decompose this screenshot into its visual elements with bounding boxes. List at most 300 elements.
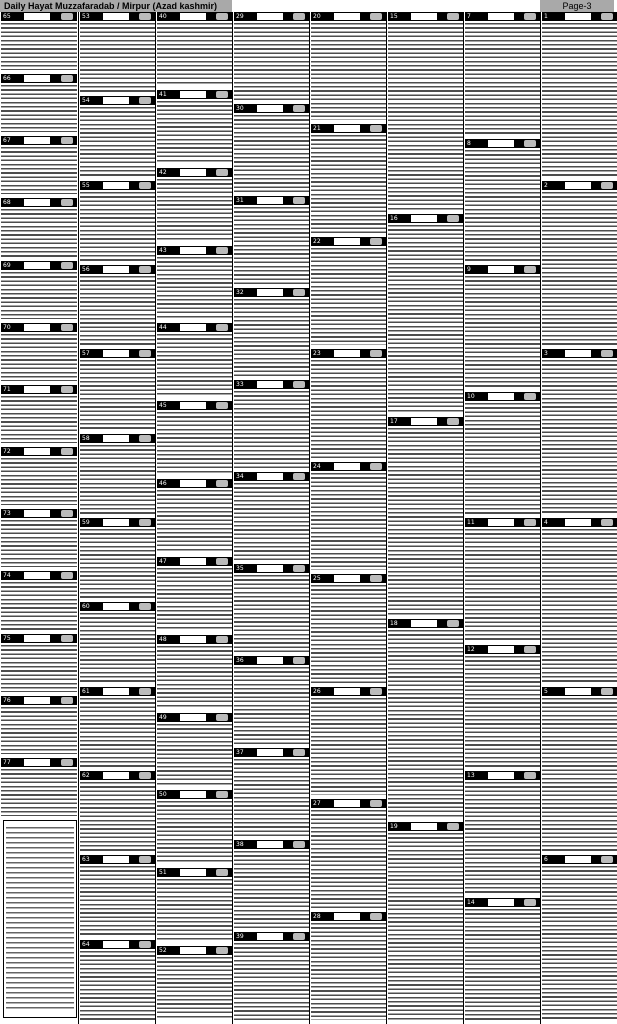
ad-number: 67 <box>3 137 11 145</box>
ad-header <box>311 687 386 696</box>
ad-body-text <box>234 207 309 284</box>
ad-block <box>311 349 386 459</box>
header-slot <box>257 657 283 664</box>
header-slot <box>257 105 283 112</box>
ad-header <box>1 136 77 145</box>
ad-header <box>1 385 77 394</box>
ad-body-text <box>80 276 155 345</box>
ad-number: 28 <box>313 912 321 920</box>
ad-block <box>465 898 540 1023</box>
header-emblem-icon <box>447 418 459 425</box>
header-emblem-icon <box>61 572 73 579</box>
ad-block <box>1 12 77 72</box>
header-emblem-icon <box>447 823 459 830</box>
ad-number: 39 <box>236 933 244 940</box>
ad-body-text <box>157 646 232 709</box>
header-slot <box>180 324 206 331</box>
ad-number: 57 <box>82 350 90 358</box>
header-emblem-icon <box>601 688 613 695</box>
ad-header <box>1 634 77 643</box>
header-emblem-icon <box>447 13 459 20</box>
ad-block <box>80 940 155 1022</box>
header-slot <box>411 13 437 20</box>
header-slot <box>180 869 206 876</box>
column-6 <box>386 12 464 1024</box>
ad-header <box>80 771 155 780</box>
ad-header <box>465 898 540 907</box>
header-slot <box>257 841 283 848</box>
header-emblem-icon <box>216 324 228 331</box>
header-slot <box>103 13 129 20</box>
ad-body-text <box>1 396 77 443</box>
header-slot <box>180 558 206 565</box>
header-emblem-icon <box>216 791 228 798</box>
ad-body-text <box>1 23 77 70</box>
header-emblem-icon <box>216 714 228 721</box>
ad-header <box>1 447 77 456</box>
header-emblem-icon <box>293 933 305 940</box>
ad-number: 16 <box>390 215 398 223</box>
column-2 <box>78 12 156 1024</box>
ad-block <box>234 932 309 1022</box>
ad-number: 37 <box>236 749 244 756</box>
header-slot <box>103 435 129 442</box>
ad-body-text <box>1 582 77 629</box>
header-emblem-icon <box>216 91 228 98</box>
ad-block <box>80 518 155 600</box>
ad-header <box>234 564 309 573</box>
header-emblem-icon <box>524 140 536 147</box>
ad-header <box>311 912 386 921</box>
ad-body-text <box>157 23 232 86</box>
header-emblem-icon <box>293 473 305 480</box>
ad-body-text <box>234 575 309 652</box>
header-slot <box>488 140 514 147</box>
ad-header <box>157 401 232 410</box>
ad-header <box>80 265 155 274</box>
ad-block <box>1 136 77 196</box>
ad-block <box>1 758 77 818</box>
ad-number: 66 <box>3 75 11 83</box>
header-emblem-icon <box>293 105 305 112</box>
header-emblem-icon <box>61 13 73 20</box>
ad-header <box>388 12 463 21</box>
ad-header <box>234 380 309 389</box>
ad-number: 52 <box>159 947 167 955</box>
ad-body-text <box>1 272 77 319</box>
header-slot <box>257 473 283 480</box>
ad-header <box>465 392 540 401</box>
ad-header <box>542 687 617 696</box>
ad-number: 25 <box>313 575 321 583</box>
ad-block <box>311 237 386 347</box>
header-slot <box>180 480 206 487</box>
ad-header <box>388 417 463 426</box>
ad-block <box>234 564 309 654</box>
header-slot <box>411 823 437 830</box>
header-slot <box>103 772 129 779</box>
ad-number: 73 <box>3 510 11 518</box>
header-slot <box>334 575 360 582</box>
header-slot <box>103 519 129 526</box>
ad-number: 15 <box>390 13 398 20</box>
column-3 <box>155 12 233 1024</box>
header-slot <box>334 913 360 920</box>
ad-header <box>157 90 232 99</box>
ad-number: 20 <box>313 13 321 20</box>
ad-block <box>157 168 232 244</box>
ad-block <box>1 261 77 321</box>
header-emblem-icon <box>601 182 613 189</box>
ad-number: 76 <box>3 696 11 704</box>
ad-body-text <box>157 957 232 1020</box>
header-slot <box>565 350 591 357</box>
ad-header <box>311 12 386 21</box>
column-5 <box>309 12 387 1024</box>
ad-number: 24 <box>313 462 321 470</box>
ad-body-text <box>157 490 232 553</box>
header-slot <box>24 75 51 82</box>
ad-block <box>234 748 309 838</box>
header-emblem-icon <box>524 519 536 526</box>
ad-block <box>234 12 309 102</box>
header-slot <box>180 947 206 954</box>
header-emblem-icon <box>216 480 228 487</box>
ad-number: 19 <box>390 822 398 830</box>
ad-number: 46 <box>159 480 167 488</box>
ad-header <box>311 349 386 358</box>
header-emblem-icon <box>370 913 382 920</box>
ad-body-text <box>234 759 309 836</box>
ad-number: 62 <box>82 772 90 779</box>
ad-block <box>1 571 77 631</box>
ad-number: 74 <box>3 572 11 580</box>
ad-body-text <box>80 529 155 598</box>
ad-block <box>234 288 309 378</box>
header-emblem-icon <box>293 13 305 20</box>
ad-number: 11 <box>467 519 475 526</box>
ad-block <box>388 822 463 1022</box>
ad-block <box>1 323 77 383</box>
header-emblem-icon <box>61 510 73 517</box>
header-slot <box>488 772 514 779</box>
ad-body-text <box>542 866 617 1020</box>
header-emblem-icon <box>61 199 73 206</box>
ad-header <box>465 139 540 148</box>
header-slot <box>565 856 591 863</box>
header-slot <box>24 635 51 642</box>
header-slot <box>488 13 514 20</box>
ad-block <box>542 855 617 1022</box>
header-emblem-icon <box>370 238 382 245</box>
ad-header <box>234 196 309 205</box>
ad-number: 1 <box>544 13 548 20</box>
ad-number: 61 <box>82 687 90 695</box>
header-slot <box>24 697 51 704</box>
ad-number: 70 <box>3 323 11 331</box>
ad-header <box>388 214 463 223</box>
header-slot <box>257 13 283 20</box>
ad-block <box>80 855 155 937</box>
ad-header <box>80 349 155 358</box>
ad-block <box>234 656 309 746</box>
ad-block <box>465 265 540 390</box>
ad-number: 3 <box>544 350 548 358</box>
ad-block <box>542 687 617 854</box>
ad-block <box>157 479 232 555</box>
header-emblem-icon <box>139 941 151 948</box>
ad-body-text <box>1 520 77 567</box>
ad-block <box>80 349 155 431</box>
ad-number: 29 <box>236 13 244 20</box>
ad-number: 5 <box>544 687 548 695</box>
ad-block <box>465 518 540 643</box>
ad-header <box>157 479 232 488</box>
ad-body-text <box>311 248 386 345</box>
ad-body-text <box>542 360 617 514</box>
header-slot <box>488 899 514 906</box>
ad-header <box>388 619 463 628</box>
ad-body-text <box>80 866 155 935</box>
ad-number: 56 <box>82 266 90 273</box>
ad-body-text <box>465 276 540 388</box>
ad-block <box>465 771 540 896</box>
ad-block <box>1 634 77 694</box>
ad-block <box>1 509 77 569</box>
header-emblem-icon <box>61 697 73 704</box>
ad-body-text <box>388 23 463 210</box>
ad-number: 30 <box>236 105 244 112</box>
ad-header <box>157 713 232 722</box>
ad-number: 41 <box>159 90 167 98</box>
header-emblem-icon <box>293 841 305 848</box>
ad-header <box>157 946 232 955</box>
header-emblem-icon <box>370 13 382 20</box>
ad-header <box>311 462 386 471</box>
page-number: Page-3 <box>540 0 614 12</box>
ad-body-text <box>234 115 309 192</box>
ad-number: 13 <box>467 772 475 779</box>
header-slot <box>257 381 283 388</box>
ad-header <box>157 868 232 877</box>
ad-number: 43 <box>159 246 167 254</box>
header-slot <box>103 603 129 610</box>
ad-header <box>80 434 155 443</box>
ad-number: 65 <box>3 13 11 20</box>
ad-header <box>1 571 77 580</box>
ad-block <box>311 912 386 1022</box>
ad-number: 71 <box>3 385 11 393</box>
ad-body-text <box>1 645 77 692</box>
header-slot <box>103 182 129 189</box>
ad-body-text <box>234 667 309 744</box>
ad-number: 55 <box>82 181 90 189</box>
ad-block <box>388 417 463 617</box>
header-slot <box>180 91 206 98</box>
ad-block <box>311 687 386 797</box>
header-emblem-icon <box>61 635 73 642</box>
ad-number: 33 <box>236 381 244 388</box>
ad-block <box>234 104 309 194</box>
header-slot <box>103 266 129 273</box>
ad-number: 51 <box>159 869 167 877</box>
ad-body-text <box>542 23 617 177</box>
ad-block <box>157 868 232 944</box>
ad-header <box>234 656 309 665</box>
header-emblem-icon <box>370 463 382 470</box>
ad-number: 45 <box>159 402 167 410</box>
header-emblem-icon <box>370 350 382 357</box>
ad-block <box>157 323 232 399</box>
ad-header <box>542 12 617 21</box>
ad-body-text <box>80 360 155 429</box>
header-emblem-icon <box>139 182 151 189</box>
ad-header <box>311 574 386 583</box>
ad-header <box>542 518 617 527</box>
header-emblem-icon <box>139 856 151 863</box>
ad-block <box>80 602 155 684</box>
ad-block <box>542 349 617 516</box>
ad-block <box>1 198 77 258</box>
ad-number: 23 <box>313 350 321 358</box>
ad-body-text <box>1 707 77 754</box>
header-emblem-icon <box>293 749 305 756</box>
ad-number: 17 <box>390 417 398 425</box>
ad-header <box>234 104 309 113</box>
ad-header <box>1 696 77 705</box>
ad-header <box>157 635 232 644</box>
ad-header <box>1 261 77 270</box>
ad-number: 2 <box>544 181 548 189</box>
header-slot <box>180 169 206 176</box>
ad-block <box>311 124 386 234</box>
ad-block <box>465 392 540 517</box>
ad-number: 38 <box>236 841 244 848</box>
header-slot <box>488 519 514 526</box>
ad-body-text <box>234 23 309 100</box>
ad-header <box>157 12 232 21</box>
ad-block <box>311 799 386 909</box>
header-emblem-icon <box>216 13 228 20</box>
header-emblem-icon <box>293 197 305 204</box>
ad-header <box>465 518 540 527</box>
ad-body-text <box>311 23 386 120</box>
ad-body-text <box>80 107 155 176</box>
ad-header <box>234 12 309 21</box>
ad-block <box>80 771 155 853</box>
ad-number: 31 <box>236 197 244 204</box>
ad-header <box>1 12 77 21</box>
header-slot <box>24 759 51 766</box>
ad-header <box>542 181 617 190</box>
ad-header <box>311 124 386 133</box>
ad-header <box>80 602 155 611</box>
ad-body-text <box>1 458 77 505</box>
header-slot <box>257 289 283 296</box>
header-slot <box>103 941 129 948</box>
ad-header <box>465 645 540 654</box>
ad-block <box>542 518 617 685</box>
ad-number: 14 <box>467 898 475 906</box>
ad-block <box>80 687 155 769</box>
ad-header <box>542 855 617 864</box>
ad-header <box>311 799 386 808</box>
header-slot <box>24 324 51 331</box>
ad-body-text <box>157 412 232 475</box>
header-slot <box>180 714 206 721</box>
header-emblem-icon <box>524 393 536 400</box>
ad-number: 21 <box>313 125 321 133</box>
ad-header <box>157 168 232 177</box>
ad-block <box>80 265 155 347</box>
header-emblem-icon <box>601 519 613 526</box>
header-slot <box>257 197 283 204</box>
ad-body-text <box>465 23 540 135</box>
header-slot <box>565 688 591 695</box>
header-slot <box>24 510 51 517</box>
header-slot <box>103 350 129 357</box>
ad-block <box>157 713 232 789</box>
header-emblem-icon <box>524 899 536 906</box>
ad-body-text <box>1 769 77 816</box>
ad-number: 63 <box>82 856 90 864</box>
ad-body-text <box>234 299 309 376</box>
header-slot <box>565 13 591 20</box>
ad-body-text <box>234 851 309 928</box>
header-emblem-icon <box>139 13 151 20</box>
ad-body-text <box>465 150 540 262</box>
header-emblem-icon <box>524 266 536 273</box>
ad-block <box>234 196 309 286</box>
ad-block <box>311 462 386 572</box>
header-emblem-icon <box>601 856 613 863</box>
ad-body-text <box>542 698 617 852</box>
header-emblem-icon <box>61 386 73 393</box>
header-emblem-icon <box>216 402 228 409</box>
header-slot <box>334 13 360 20</box>
ad-number: 72 <box>3 448 11 456</box>
ad-header <box>80 518 155 527</box>
ad-block <box>157 635 232 711</box>
ad-block <box>157 790 232 866</box>
ad-block <box>80 96 155 178</box>
ad-number: 59 <box>82 519 90 526</box>
ad-body-text <box>234 943 309 1020</box>
header-emblem-icon <box>139 266 151 273</box>
ad-header <box>157 246 232 255</box>
header-emblem-icon <box>216 869 228 876</box>
header-emblem-icon <box>524 646 536 653</box>
header-emblem-icon <box>370 800 382 807</box>
ad-body-text <box>311 135 386 232</box>
header-slot <box>24 262 51 269</box>
header-emblem-icon <box>61 137 73 144</box>
ad-header <box>465 265 540 274</box>
ad-block <box>157 946 232 1022</box>
ad-number: 18 <box>390 620 398 628</box>
header-emblem-icon <box>524 772 536 779</box>
ad-block <box>388 12 463 212</box>
ad-block <box>157 12 232 88</box>
header-slot <box>24 386 51 393</box>
ad-body-text <box>388 833 463 1020</box>
header-slot <box>24 448 51 455</box>
ad-number: 75 <box>3 634 11 642</box>
ad-block <box>388 214 463 414</box>
header-emblem-icon <box>524 13 536 20</box>
ad-body-text <box>311 585 386 682</box>
header-slot <box>24 137 51 144</box>
